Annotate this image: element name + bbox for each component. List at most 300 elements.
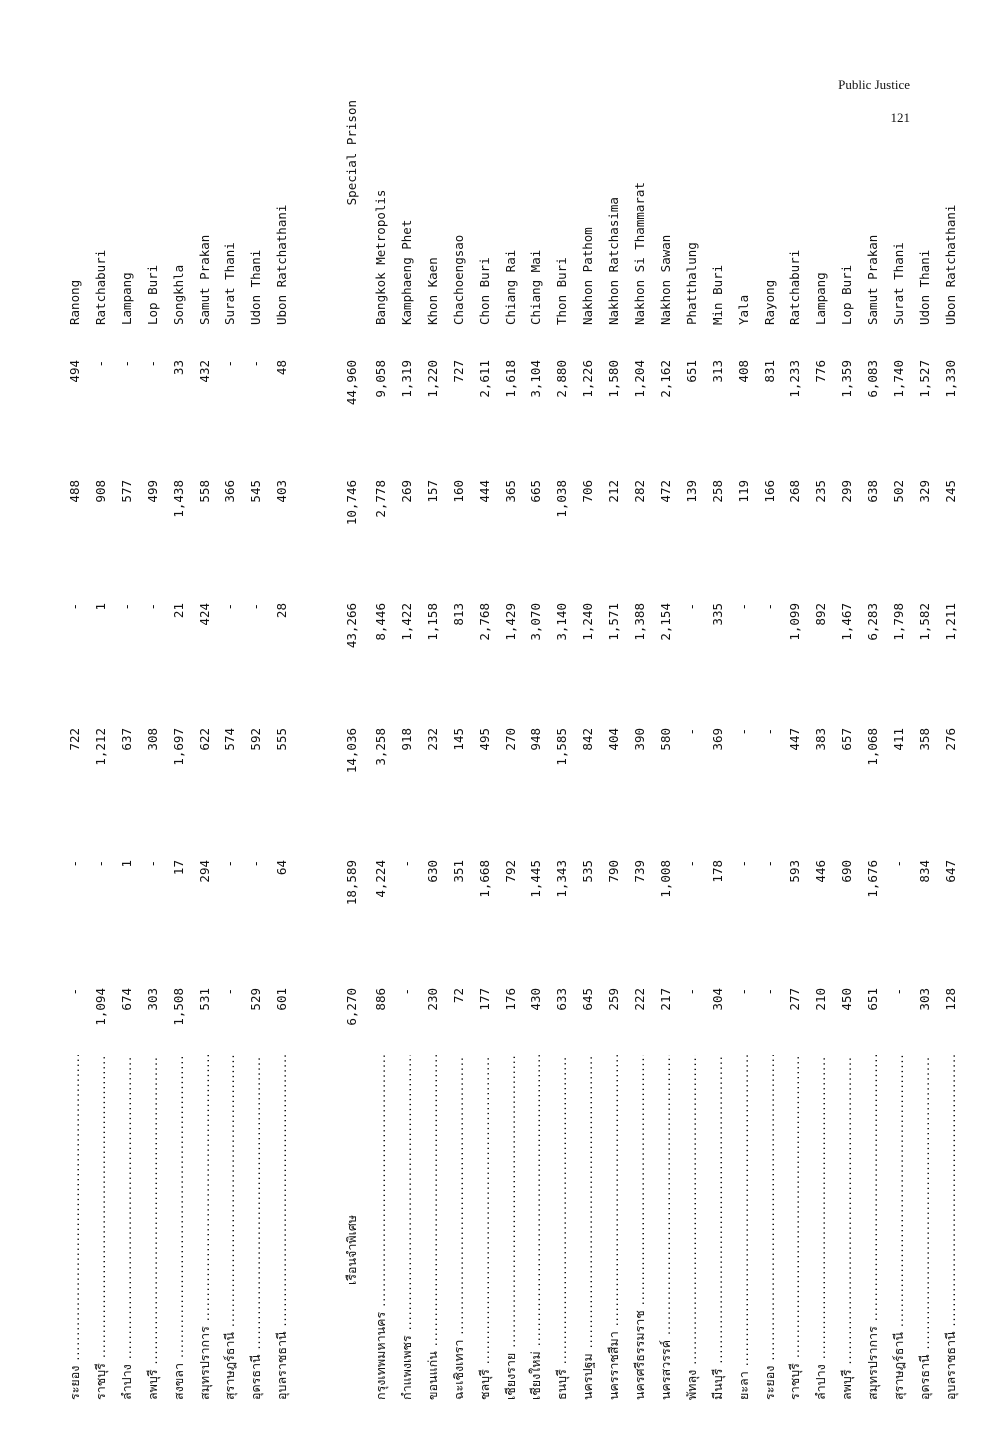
value-col-6: 9,058	[373, 360, 388, 398]
english-name: Special Prison	[344, 100, 359, 206]
value-col-3: 580	[658, 728, 673, 751]
value-col-6: 831	[762, 360, 777, 383]
prison-statistics-table	[55, 0, 958, 1400]
value-col-2: 18,589	[344, 860, 359, 906]
value-col-6: 3,104	[528, 360, 543, 398]
value-col-1: 531	[197, 988, 212, 1011]
thai-name: อุดรธานี .....	[244, 1055, 268, 1400]
english-name: Surat Thani	[222, 242, 237, 325]
english-name: Ratchaburi	[787, 249, 802, 325]
value-col-4: 1,429	[503, 603, 518, 641]
value-col-5: 268	[787, 480, 802, 503]
value-col-3: 145	[451, 728, 466, 751]
value-col-5: 235	[813, 480, 828, 503]
value-col-3: 1,212	[93, 728, 108, 766]
value-col-4: 1,388	[632, 603, 647, 641]
value-col-2: 4,224	[373, 860, 388, 898]
value-col-6: 727	[451, 360, 466, 383]
value-col-6: 2,880	[554, 360, 569, 398]
english-name: Lop Buri	[839, 264, 854, 325]
thai-name: ลพบุรี .....	[141, 1055, 165, 1400]
value-col-1: 450	[839, 988, 854, 1011]
english-name: Chon Buri	[477, 257, 492, 325]
value-col-1: 210	[813, 988, 828, 1011]
value-col-6: 313	[710, 360, 725, 383]
value-col-6: 44,960	[344, 360, 359, 406]
value-col-1: 651	[865, 988, 880, 1011]
value-col-2: 1,445	[528, 860, 543, 898]
thai-name: มีนบุรี .....	[706, 1055, 730, 1400]
english-name: Ubon Ratchathani	[274, 204, 289, 325]
thai-name: ลพบุรี .....	[835, 1055, 859, 1400]
english-name: Phatthalung	[684, 242, 699, 325]
value-col-5: 502	[891, 480, 906, 503]
value-col-6: 6,083	[865, 360, 880, 398]
english-name: Samut Prakan	[197, 234, 212, 325]
value-col-4: -	[762, 603, 777, 611]
value-col-5: 577	[119, 480, 134, 503]
thai-name: ระยอง .....	[758, 1055, 782, 1400]
english-name: Chachoengsao	[451, 234, 466, 325]
thai-name: ชลบุรี .....	[473, 1055, 497, 1400]
value-col-4: 1,467	[839, 603, 854, 641]
english-name: Surat Thani	[891, 242, 906, 325]
table-row	[167, 0, 191, 1400]
value-col-5: 2,778	[373, 480, 388, 518]
thai-name: เรือนจำพิเศษ	[344, 1214, 359, 1286]
value-col-3: 1,697	[171, 728, 186, 766]
table-row	[524, 0, 548, 1400]
table-row	[939, 0, 963, 1400]
value-col-4: 2,768	[477, 603, 492, 641]
table-row	[218, 0, 242, 1400]
value-col-2: 739	[632, 860, 647, 883]
english-name: Rayong	[762, 279, 777, 325]
table-row	[913, 0, 937, 1400]
english-name: Lampang	[813, 272, 828, 325]
thai-name: เชียงราย .....	[499, 1055, 523, 1400]
thai-name: อุบลราชธานี .....	[939, 1055, 963, 1400]
value-col-6: 1,527	[917, 360, 932, 398]
value-col-4: 1,422	[399, 603, 414, 641]
value-col-4: 1,798	[891, 603, 906, 641]
value-col-4: 1,211	[943, 603, 958, 641]
value-col-5: 269	[399, 480, 414, 503]
table-row	[809, 0, 833, 1400]
value-col-2: 1,668	[477, 860, 492, 898]
value-col-5: 157	[425, 480, 440, 503]
value-col-3: 14,036	[344, 728, 359, 774]
value-col-3: 495	[477, 728, 492, 751]
value-col-2: 790	[606, 860, 621, 883]
table-row	[63, 0, 87, 1400]
value-col-3: 270	[503, 728, 518, 751]
table-row	[835, 0, 859, 1400]
table-row	[369, 0, 393, 1400]
value-col-5: 299	[839, 480, 854, 503]
rotated-table	[55, 0, 958, 1400]
table-row	[473, 0, 497, 1400]
value-col-2: 351	[451, 860, 466, 883]
value-col-2: 630	[425, 860, 440, 883]
value-col-3: 369	[710, 728, 725, 751]
table-row	[732, 0, 756, 1400]
thai-name: สมุทรปราการ .....	[861, 1055, 885, 1400]
value-col-1: 601	[274, 988, 289, 1011]
value-col-1: 259	[606, 988, 621, 1011]
value-col-5: 499	[145, 480, 160, 503]
value-col-4: -	[67, 603, 82, 611]
value-col-6: 776	[813, 360, 828, 383]
value-col-5: 212	[606, 480, 621, 503]
value-col-2: -	[684, 860, 699, 868]
value-col-1: 1,094	[93, 988, 108, 1026]
value-col-4: 1,582	[917, 603, 932, 641]
value-col-4: 28	[274, 603, 289, 619]
value-col-6: 1,580	[606, 360, 621, 398]
value-col-3: 1,585	[554, 728, 569, 766]
thai-name: ฉะเชิงเทรา .....	[447, 1055, 471, 1400]
value-col-3: 657	[839, 728, 854, 751]
value-col-3: 918	[399, 728, 414, 751]
value-col-3: 1,068	[865, 728, 880, 766]
value-col-5: 10,746	[344, 480, 359, 526]
english-name: Ranong	[67, 279, 82, 325]
english-name: Yala	[736, 294, 751, 325]
value-col-4: 1,099	[787, 603, 802, 641]
thai-name: นครสวรรค์ .....	[654, 1055, 678, 1400]
value-col-3: 637	[119, 728, 134, 751]
thai-name: ราชบุรี .....	[783, 1055, 807, 1400]
value-col-4: 8,446	[373, 603, 388, 641]
thai-name: ยะลา .....	[732, 1055, 756, 1400]
value-col-1: 72	[451, 988, 466, 1004]
value-col-4: 2,154	[658, 603, 673, 641]
value-col-3: 555	[274, 728, 289, 751]
value-col-1: -	[684, 988, 699, 996]
value-col-4: -	[119, 603, 134, 611]
table-row	[499, 0, 523, 1400]
value-col-4: 6,283	[865, 603, 880, 641]
value-col-5: 403	[274, 480, 289, 503]
english-name: Nakhon Ratchasima	[606, 197, 621, 325]
table-row	[89, 0, 113, 1400]
value-col-1: 177	[477, 988, 492, 1011]
value-col-6: 1,330	[943, 360, 958, 398]
table-row	[576, 0, 600, 1400]
value-col-2: 647	[943, 860, 958, 883]
value-col-4: 1,158	[425, 603, 440, 641]
value-col-4: -	[248, 603, 263, 611]
english-name: Chiang Rai	[503, 249, 518, 325]
value-col-6: 1,226	[580, 360, 595, 398]
value-col-4: 1,240	[580, 603, 595, 641]
table-row	[602, 0, 626, 1400]
value-col-3: 383	[813, 728, 828, 751]
value-col-1: -	[891, 988, 906, 996]
value-col-3: 232	[425, 728, 440, 751]
value-col-5: 119	[736, 480, 751, 503]
thai-name: อุดรธานี .....	[913, 1055, 937, 1400]
thai-name: ธนบุรี .....	[550, 1055, 574, 1400]
value-col-5: 638	[865, 480, 880, 503]
value-col-1: 303	[145, 988, 160, 1011]
thai-name: กำแพงเพชร .....	[395, 1055, 419, 1400]
value-col-3: -	[762, 728, 777, 736]
value-col-6: 2,162	[658, 360, 673, 398]
thai-name: ขอนแก่น .....	[421, 1055, 445, 1400]
table-row	[654, 0, 678, 1400]
table-row	[421, 0, 445, 1400]
value-col-4: 1,571	[606, 603, 621, 641]
value-col-6: 1,618	[503, 360, 518, 398]
thai-name: เชียงใหม่ .....	[524, 1055, 548, 1400]
value-col-4: 43,266	[344, 603, 359, 649]
value-col-5: 545	[248, 480, 263, 503]
english-name: Udon Thani	[248, 249, 263, 325]
value-col-1: -	[762, 988, 777, 996]
value-col-3: 447	[787, 728, 802, 751]
table-row	[758, 0, 782, 1400]
value-col-1: -	[67, 988, 82, 996]
table-row	[395, 0, 419, 1400]
value-col-1: 6,270	[344, 988, 359, 1026]
value-col-3: 308	[145, 728, 160, 751]
value-col-1: 633	[554, 988, 569, 1011]
value-col-1: -	[222, 988, 237, 996]
thai-name: สงขลา .....	[167, 1055, 191, 1400]
english-name: Samut Prakan	[865, 234, 880, 325]
value-col-6: -	[93, 360, 108, 368]
special-prison-row	[340, 0, 364, 1400]
table-row	[244, 0, 268, 1400]
thai-name: สุราษฎร์ธานี .....	[218, 1055, 242, 1400]
value-col-5: 166	[762, 480, 777, 503]
thai-name: ลำปาง .....	[809, 1055, 833, 1400]
value-col-6: 1,359	[839, 360, 854, 398]
value-col-2: 17	[171, 860, 186, 876]
value-col-1: 230	[425, 988, 440, 1011]
value-col-3: 574	[222, 728, 237, 751]
value-col-6: -	[119, 360, 134, 368]
english-name: Lop Buri	[145, 264, 160, 325]
thai-name: ราชบุรี .....	[89, 1055, 113, 1400]
value-col-2: -	[736, 860, 751, 868]
value-col-3: 722	[67, 728, 82, 751]
value-col-2: -	[145, 860, 160, 868]
value-col-6: 48	[274, 360, 289, 376]
value-col-6: 2,611	[477, 360, 492, 398]
value-col-5: 1,438	[171, 480, 186, 518]
value-col-5: 472	[658, 480, 673, 503]
value-col-1: 176	[503, 988, 518, 1011]
value-col-6: 408	[736, 360, 751, 383]
value-col-6: 1,204	[632, 360, 647, 398]
table-row	[193, 0, 217, 1400]
english-name: Nakhon Si Thammarat	[632, 182, 647, 325]
value-col-1: 222	[632, 988, 647, 1011]
value-col-4: 813	[451, 603, 466, 626]
value-col-4: -	[222, 603, 237, 611]
value-col-4: 21	[171, 603, 186, 619]
value-col-3: -	[684, 728, 699, 736]
value-col-2: 535	[580, 860, 595, 883]
value-col-2: 64	[274, 860, 289, 876]
thai-name: สมุทรปราการ .....	[193, 1055, 217, 1400]
value-col-3: 3,258	[373, 728, 388, 766]
value-col-3: 842	[580, 728, 595, 751]
english-name: Min Buri	[710, 264, 725, 325]
value-col-6: 494	[67, 360, 82, 383]
value-col-2: 1,008	[658, 860, 673, 898]
value-col-5: 366	[222, 480, 237, 503]
value-col-2: 690	[839, 860, 854, 883]
table-row	[270, 0, 294, 1400]
value-col-5: 488	[67, 480, 82, 503]
value-col-6: 432	[197, 360, 212, 383]
value-col-4: -	[736, 603, 751, 611]
value-col-2: 834	[917, 860, 932, 883]
value-col-3: 358	[917, 728, 932, 751]
value-col-5: 245	[943, 480, 958, 503]
value-col-5: 706	[580, 480, 595, 503]
value-col-6: 1,220	[425, 360, 440, 398]
value-col-6: 1,740	[891, 360, 906, 398]
table-row	[115, 0, 139, 1400]
value-col-3: 411	[891, 728, 906, 751]
thai-name: สุราษฎร์ธานี .....	[887, 1055, 911, 1400]
value-col-2: -	[399, 860, 414, 868]
value-col-6: -	[248, 360, 263, 368]
thai-name: พัทลุง .....	[680, 1055, 704, 1400]
value-col-6: 1,319	[399, 360, 414, 398]
value-col-2: 446	[813, 860, 828, 883]
english-name: Lampang	[119, 272, 134, 325]
value-col-5: 908	[93, 480, 108, 503]
thai-name: นครศรีธรรมราช .....	[628, 1055, 652, 1400]
value-col-2: -	[762, 860, 777, 868]
value-col-4: 3,140	[554, 603, 569, 641]
value-col-1: -	[399, 988, 414, 996]
value-col-3: 622	[197, 728, 212, 751]
value-col-1: -	[736, 988, 751, 996]
value-col-4: -	[145, 603, 160, 611]
value-col-1: 529	[248, 988, 263, 1011]
value-col-2: 178	[710, 860, 725, 883]
value-col-3: 390	[632, 728, 647, 751]
english-name: Ratchaburi	[93, 249, 108, 325]
value-col-2: -	[248, 860, 263, 868]
value-col-3: 592	[248, 728, 263, 751]
english-name: Ubon Ratchathani	[943, 204, 958, 325]
value-col-2: 792	[503, 860, 518, 883]
english-name: Bangkok Metropolis	[373, 189, 388, 325]
value-col-5: 1,038	[554, 480, 569, 518]
value-col-2: 1	[119, 860, 134, 868]
value-col-4: 3,070	[528, 603, 543, 641]
value-col-2: -	[67, 860, 82, 868]
value-col-1: 886	[373, 988, 388, 1011]
value-col-5: 258	[710, 480, 725, 503]
value-col-2: 1,343	[554, 860, 569, 898]
value-col-1: 430	[528, 988, 543, 1011]
value-col-2: -	[891, 860, 906, 868]
value-col-4: 424	[197, 603, 212, 626]
value-col-6: -	[222, 360, 237, 368]
value-col-4: 892	[813, 603, 828, 626]
value-col-6: 33	[171, 360, 186, 376]
value-col-3: 948	[528, 728, 543, 751]
value-col-6: 651	[684, 360, 699, 383]
value-col-2: 593	[787, 860, 802, 883]
value-col-4: 335	[710, 603, 725, 626]
thai-name: อุบลราชธานี .....	[270, 1055, 294, 1400]
english-name: Udon Thani	[917, 249, 932, 325]
english-name: Kamphaeng Phet	[399, 219, 414, 325]
value-col-3: -	[736, 728, 751, 736]
value-col-5: 365	[503, 480, 518, 503]
table-row	[680, 0, 704, 1400]
english-name: Chiang Mai	[528, 249, 543, 325]
value-col-2: -	[93, 860, 108, 868]
thai-name: ลำปาง .....	[115, 1055, 139, 1400]
section-title: Public Justice	[838, 77, 910, 92]
thai-name: ระยอง .....	[63, 1055, 87, 1400]
english-name: Thon Buri	[554, 257, 569, 325]
english-name: Songkhla	[171, 264, 186, 325]
table-row	[141, 0, 165, 1400]
value-col-6: -	[145, 360, 160, 368]
table-row	[628, 0, 652, 1400]
value-col-2: 1,676	[865, 860, 880, 898]
thai-name: กรุงเทพมหานคร .....	[369, 1055, 393, 1400]
value-col-1: 217	[658, 988, 673, 1011]
table-row	[706, 0, 730, 1400]
value-col-3: 404	[606, 728, 621, 751]
english-name: Khon Kaen	[425, 257, 440, 325]
value-col-3: 276	[943, 728, 958, 751]
page-number: 121	[890, 110, 910, 125]
value-col-1: 128	[943, 988, 958, 1011]
value-col-1: 277	[787, 988, 802, 1011]
value-col-1: 303	[917, 988, 932, 1011]
value-col-5: 444	[477, 480, 492, 503]
value-col-5: 558	[197, 480, 212, 503]
table-row	[861, 0, 885, 1400]
value-col-1: 674	[119, 988, 134, 1011]
value-col-4: 1	[93, 603, 108, 611]
value-col-1: 1,508	[171, 988, 186, 1026]
english-name: Nakhon Sawan	[658, 234, 673, 325]
thai-name: นครปฐม .....	[576, 1055, 600, 1400]
value-col-2: 294	[197, 860, 212, 883]
table-row	[550, 0, 574, 1400]
value-col-5: 665	[528, 480, 543, 503]
english-name: Nakhon Pathom	[580, 227, 595, 325]
value-col-2: -	[222, 860, 237, 868]
value-col-5: 282	[632, 480, 647, 503]
value-col-5: 160	[451, 480, 466, 503]
value-col-1: 645	[580, 988, 595, 1011]
value-col-1: 304	[710, 988, 725, 1011]
table-row	[887, 0, 911, 1400]
thai-name: นครราชสีมา .....	[602, 1055, 626, 1400]
value-col-5: 329	[917, 480, 932, 503]
table-row	[783, 0, 807, 1400]
value-col-6: 1,233	[787, 360, 802, 398]
value-col-5: 139	[684, 480, 699, 503]
table-row	[447, 0, 471, 1400]
